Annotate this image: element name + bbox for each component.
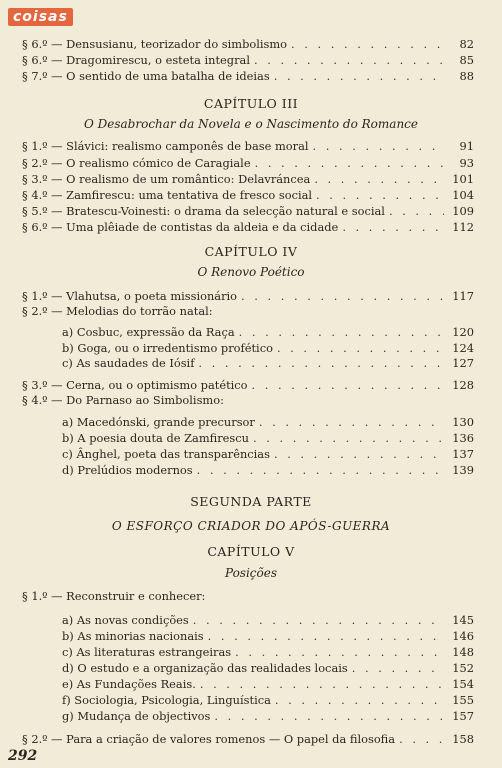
leader-dots [313, 138, 444, 154]
leader-dots [277, 340, 444, 356]
entry-label: § 1.º — Slávici: realismo camponês de base moral [22, 139, 309, 153]
toc-entry [22, 392, 474, 408]
entry-label: d) Prelúdios modernos [62, 463, 193, 477]
entry-page: 157 [452, 709, 474, 723]
toc-subentry [62, 430, 474, 446]
leader-dots [214, 708, 444, 724]
toc-entry [22, 731, 474, 747]
toc-subentry [62, 628, 474, 644]
leader-dots [200, 676, 444, 692]
entry-label: § 2.º — Para a criação de valores romenos — O papel da filosofia [22, 732, 396, 746]
entry-label: § 4.º — Zamfirescu: uma tentativa de fresco social [22, 188, 313, 202]
toc-entry [22, 288, 474, 304]
leader-dots [241, 288, 444, 304]
entry-label: e) As Fundações Reais. [62, 677, 196, 691]
toc-subentry [62, 446, 474, 462]
entry-page: 82 [459, 37, 474, 51]
entry-page: 109 [452, 204, 474, 218]
entry-label: a) Cosbuc, expressão da Raça [62, 325, 235, 339]
toc-entry [22, 155, 474, 171]
leader-dots [291, 36, 444, 52]
entry-label: f) Sociologia, Psicologia, Linguística [62, 693, 271, 707]
entry-page: 91 [459, 139, 474, 153]
part-title: O ESFORÇO CRIADOR DO APÓS-GUERRA [111, 519, 391, 533]
toc-entry [22, 588, 474, 604]
entry-page: 124 [452, 341, 474, 355]
leader-dots [399, 731, 444, 747]
entry-label: § 6.º — Dragomirescu, o esteta integral [22, 53, 250, 67]
entry-page: 117 [452, 289, 474, 303]
toc-entry [22, 36, 474, 52]
entry-page: 146 [452, 629, 474, 643]
part-heading: SEGUNDA PARTE [190, 494, 312, 509]
entry-page: 148 [452, 645, 474, 659]
entry-page: 127 [452, 356, 474, 370]
entry-page: 85 [459, 53, 474, 67]
toc-entry [22, 187, 474, 203]
entry-label: § 6.º — Densusianu, teorizador do simbolismo [22, 37, 288, 51]
entry-label: § 7.º — O sentido de uma batalha de ideias [22, 69, 270, 83]
leader-dots [259, 414, 444, 430]
leader-dots [389, 203, 444, 219]
toc-subentry [62, 462, 474, 478]
leader-dots [193, 612, 444, 628]
toc-entry [22, 68, 474, 84]
leader-dots [253, 430, 444, 446]
watermark-logo: coisas [8, 8, 73, 26]
chapter-heading: CAPÍTULO IV [204, 244, 298, 259]
toc-subentry [62, 414, 474, 430]
toc-subentry [62, 676, 474, 692]
leader-dots [316, 187, 444, 203]
toc-entry [22, 377, 474, 393]
toc-entry [22, 138, 474, 154]
chapter-title: O Renovo Poético [197, 265, 305, 279]
leader-dots [198, 355, 444, 371]
leader-dots [314, 171, 444, 187]
entry-page: 136 [452, 431, 474, 445]
entry-page: 137 [452, 447, 474, 461]
entry-page: 120 [452, 325, 474, 339]
toc-subentry [62, 340, 474, 356]
entry-page: 145 [452, 613, 474, 627]
entry-label: § 5.º — Bratescu-Voinesti: o drama da selecção natural e social [22, 204, 385, 218]
entry-label: d) O estudo e a organização das realidades locais [62, 661, 348, 675]
entry-page: 104 [452, 188, 474, 202]
chapter-title: Posições [224, 566, 277, 580]
chapter-heading: CAPÍTULO V [207, 544, 295, 559]
entry-label: b) A poesia douta de Zamfirescu [62, 431, 249, 445]
entry-page: 152 [452, 661, 474, 675]
entry-label: c) Ânghel, poeta das transparências [62, 447, 270, 461]
toc-subentry [62, 324, 474, 340]
entry-page: 93 [459, 156, 474, 170]
leader-dots [197, 462, 444, 478]
entry-page: 158 [452, 732, 474, 746]
entry-page: 128 [452, 378, 474, 392]
toc-entry [22, 52, 474, 68]
toc-subentry [62, 355, 474, 371]
chapter-title: O Desabrochar da Novela e o Nascimento do Romance [83, 117, 418, 131]
entry-page: 88 [459, 69, 474, 83]
entry-page: 139 [452, 463, 474, 477]
toc-subentry [62, 612, 474, 628]
entry-label: g) Mudança de objectivos [62, 709, 211, 723]
entry-label: b) Goga, ou o irredentismo profético [62, 341, 273, 355]
leader-dots [274, 68, 444, 84]
entry-label: b) As minorias nacionais [62, 629, 204, 643]
entry-label: § 1.º — Vlahutsa, o poeta missionário [22, 289, 238, 303]
toc-subentry [62, 644, 474, 660]
toc-entry [22, 303, 474, 319]
leader-dots [252, 377, 444, 393]
entry-page: 154 [452, 677, 474, 691]
leader-dots [254, 52, 444, 68]
entry-page: 130 [452, 415, 474, 429]
entry-page: 112 [452, 220, 474, 234]
entry-label: a) Macedónski, grande precursor [62, 415, 255, 429]
toc-entry [22, 203, 474, 219]
entry-label: § 2.º — O realismo cómico de Caragiale [22, 156, 251, 170]
entry-label: c) As literaturas estrangeiras [62, 645, 232, 659]
leader-dots [275, 692, 444, 708]
leader-dots [208, 628, 444, 644]
leader-dots [352, 660, 444, 676]
entry-label: § 2.º — Melodias do torrão natal: [22, 304, 213, 318]
toc-entry [22, 171, 474, 187]
toc-subentry [62, 708, 474, 724]
entry-label: § 6.º — Uma plêiade de contistas da aldeia e da cidade [22, 220, 339, 234]
entry-label: § 3.º — O realismo de um romântico: Delavráncea [22, 172, 311, 186]
entry-page: 155 [452, 693, 474, 707]
entry-label: c) As saudades de Iósif [62, 356, 195, 370]
leader-dots [239, 324, 444, 340]
toc-entry [22, 219, 474, 235]
page-number: 292 [8, 748, 38, 764]
leader-dots [274, 446, 444, 462]
chapter-heading: CAPÍTULO III [203, 96, 299, 111]
entry-label: § 4.º — Do Parnaso ao Simbolismo: [22, 393, 224, 407]
leader-dots [255, 155, 444, 171]
entry-label: a) As novas condições [62, 613, 189, 627]
leader-dots [235, 644, 444, 660]
entry-label: § 3.º — Cerna, ou o optimismo patético [22, 378, 248, 392]
entry-page: 101 [452, 172, 474, 186]
toc-subentry [62, 692, 474, 708]
toc-subentry [62, 660, 474, 676]
leader-dots [342, 219, 444, 235]
entry-label: § 1.º — Reconstruir e conhecer: [22, 589, 206, 603]
